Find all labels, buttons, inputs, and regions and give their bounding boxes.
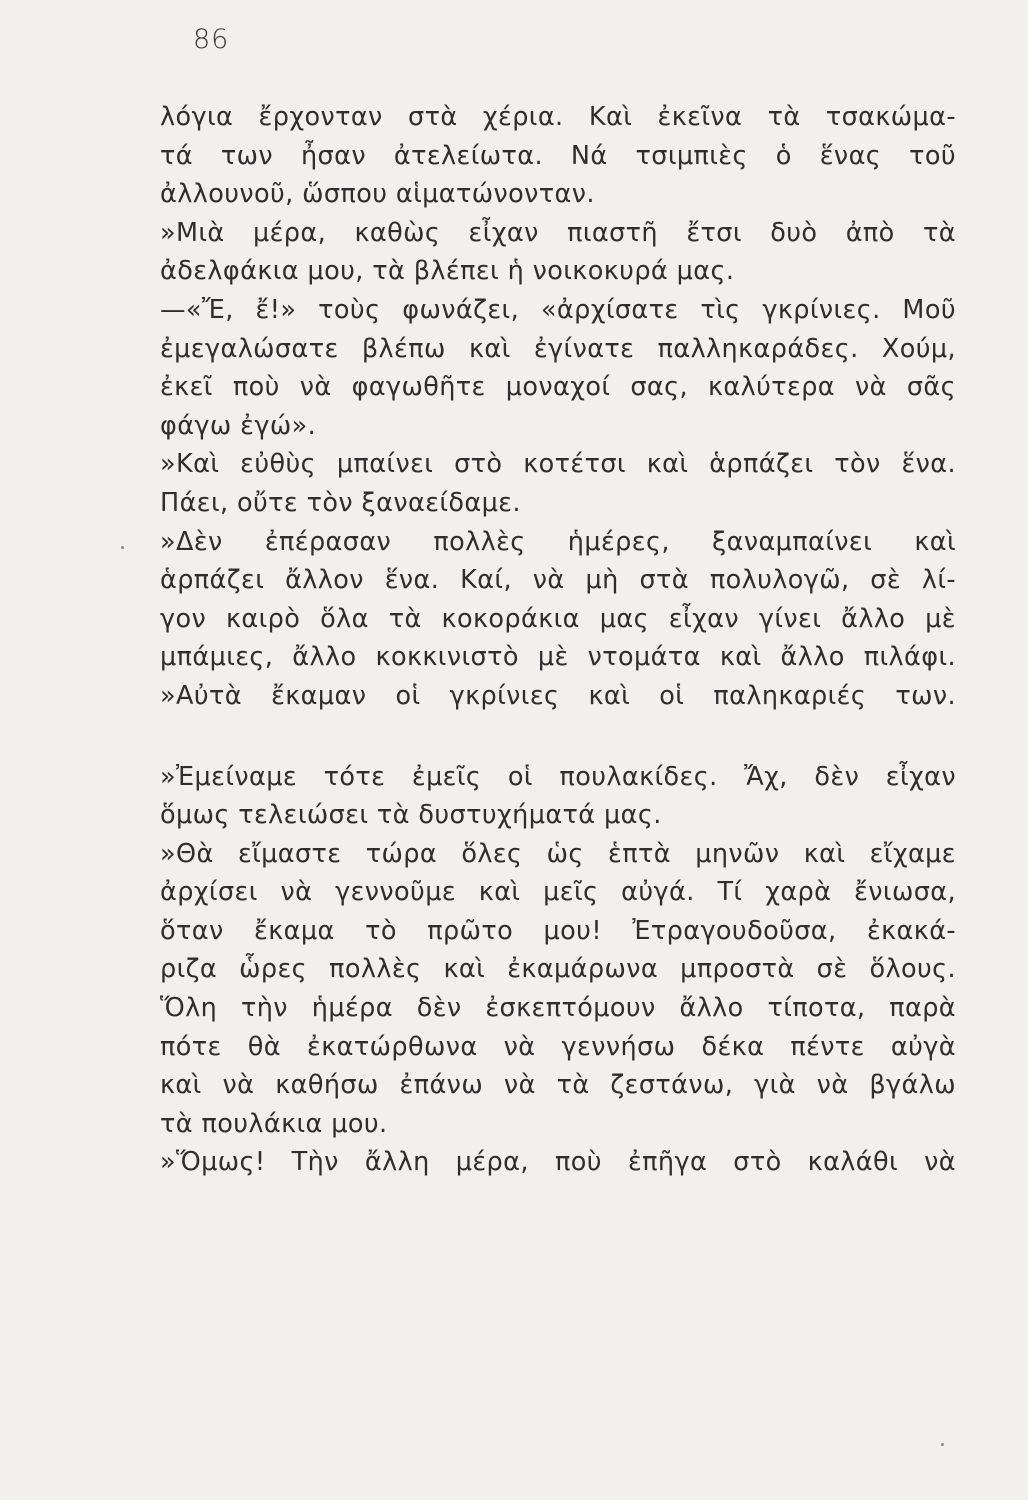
- text-line: —«Ἔ, ἔ!» τοὺς φωνάζει, «ἀρχίσατε τὶς γκρίνιες. Μοῦ: [160, 294, 956, 325]
- text-line: καὶ νὰ καθήσω ἐπάνω νὰ τὰ ζεστάνω, γιὰ νὰ βγάλω: [160, 1070, 956, 1101]
- body-text: [160, 98, 956, 1182]
- page-number: 86: [193, 24, 230, 55]
- text-line: γον καιρὸ ὅλα τὰ κοκοράκια μας εἶχαν γίνει ἄλλο μὲ: [160, 603, 956, 634]
- text-line: τὰ πουλάκια μου.: [160, 1108, 388, 1139]
- text-line: »Μιὰ μέρα, καθὼς εἶχαν πιαστῆ ἔτσι δυὸ ἀπὸ τὰ: [160, 217, 956, 248]
- text-line: »Αὐτὰ ἔκαμαν οἱ γκρίνιες καὶ οἱ παληκαριές των.: [160, 680, 956, 711]
- print-speck: [121, 546, 124, 549]
- text-line: ἀρχίσει νὰ γεννοῦμε καὶ μεῖς αὐγά. Τί χαρὰ ἔνιωσα,: [160, 877, 956, 908]
- text-line: ριζα ὧρες πολλὲς καὶ ἐκαμάρωνα μπροστὰ σὲ ὅλους.: [160, 954, 956, 985]
- text-line: φάγω ἐγώ».: [160, 410, 317, 441]
- text-line: ἐμεγαλώσατε βλέπω καὶ ἐγίνατε παλληκαράδες. Χούμ,: [160, 333, 956, 364]
- text-line: τά των ἦσαν ἀτελείωτα. Νά τσιμπιὲς ὁ ἕνας τοῦ: [160, 140, 956, 171]
- text-line: Πάει, οὔτε τὸν ξαναείδαμε.: [160, 487, 521, 518]
- text-line: πότε θὰ ἐκατώρθωνα νὰ γεννήσω δέκα πέντε αὐγὰ: [160, 1031, 956, 1062]
- text-line: ἁρπάζει ἄλλον ἕνα. Καί, νὰ μὴ στὰ πολυλογῶ, σὲ λί-: [160, 565, 956, 596]
- text-line: ἀλλουνοῦ, ὥσπου αἱματώνονταν.: [160, 179, 595, 210]
- text-line: »Δὲν ἐπέρασαν πολλὲς ἡμέρες, ξαναμπαίνει καὶ: [160, 526, 956, 557]
- text-line: ἐκεῖ ποὺ νὰ φαγωθῆτε μοναχοί σας, καλύτερα νὰ σᾶς: [160, 372, 956, 403]
- text-line: Ὅλη τὴν ἡμέρα δὲν ἐσκεπτόμουν ἄλλο τίποτα, παρὰ: [160, 993, 956, 1024]
- text-line: »Θὰ εἴμαστε τώρα ὅλες ὡς ἑπτὰ μηνῶν καὶ εἴχαμε: [160, 838, 956, 869]
- text-line: »Ἐμείναμε τότε ἐμεῖς οἱ πουλακίδες. Ἄχ, δὲν εἶχαν: [160, 761, 956, 792]
- text-line: »Καὶ εὐθὺς μπαίνει στὸ κοτέτσι καὶ ἁρπάζει τὸν ἕνα.: [160, 449, 956, 480]
- section-gap: [160, 716, 956, 758]
- text-line: ὅμως τελειώσει τὰ δυστυχήματά μας.: [160, 800, 662, 831]
- text-line: ὅταν ἔκαμα τὸ πρῶτο μου! Ἐτραγουδοῦσα, ἐκακά-: [160, 915, 956, 946]
- text-line: ἀδελφάκια μου, τὰ βλέπει ἡ νοικοκυρά μας.: [160, 256, 735, 287]
- text-line: »Ὅμως! Τὴν ἄλλη μέρα, ποὺ ἐπῆγα στὸ καλάθι νὰ: [160, 1147, 956, 1178]
- print-speck: [941, 1443, 944, 1446]
- text-line: μπάμιες, ἄλλο κοκκινιστὸ μὲ ντομάτα καὶ ἄλλο πιλάφι.: [160, 642, 956, 673]
- text-line: λόγια ἔρχονταν στὰ χέρια. Καὶ ἐκεῖνα τὰ τσακώμα-: [160, 102, 956, 132]
